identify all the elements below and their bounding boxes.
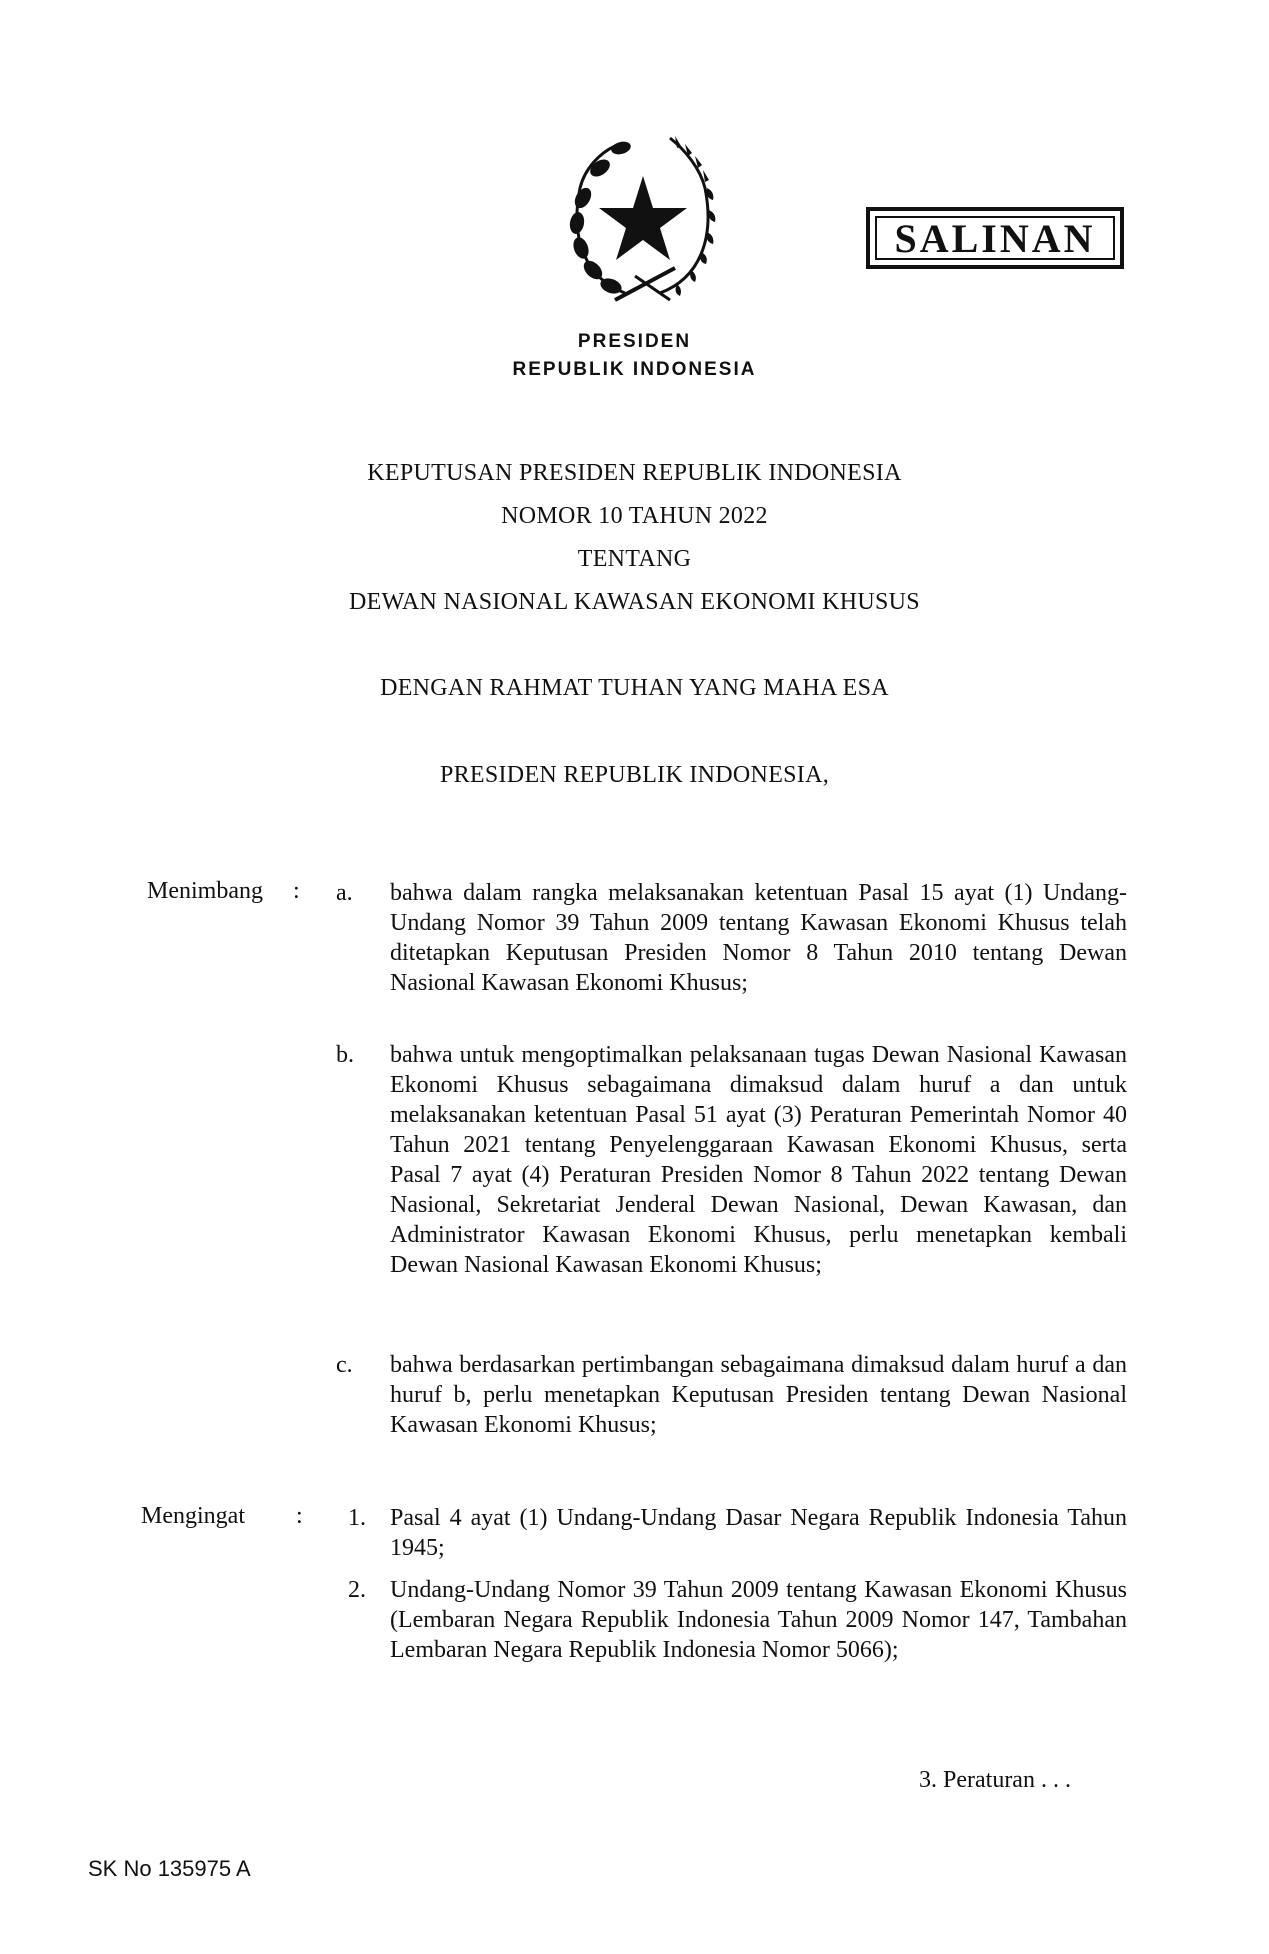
invocation: DENGAN RAHMAT TUHAN YANG MAHA ESA (380, 675, 889, 701)
mengingat-colon: : (296, 1503, 303, 1529)
menimbang-colon: : (293, 878, 300, 904)
mengingat-marker-1: 1. (348, 1505, 366, 1531)
menimbang-item-b: bahwa untuk mengoptimalkan pelaksanaan tugas Dewan Nasional Kawasan Ekonomi Khusus sebagaimana dimaksud dalam huruf a dan untuk melaksanakan ketentuan Pasal 51 ayat (3) Peraturan Pemerintah Nomor 40 Tahun 2021 tentang Penyelenggaraan Kawasan Ekonomi Khusus, serta Pasal 7 ayat (4) Peraturan Presiden Nomor 8 Tahun 2022 tentang Dewan Nasional, Sekretariat Jenderal Dewan Nasional, Dewan Kawasan, dan Administrator Kawasan Ekonomi Khusus, perlu menetapkan kembali Dewan Nasional Kawasan Ekonomi Khusus; (390, 1042, 1127, 1278)
page-continuation: 3. Peraturan . . . (919, 1767, 1071, 1793)
office-line-republik: REPUBLIK INDONESIA (512, 359, 757, 380)
office-line-presiden: PRESIDEN (577, 331, 692, 352)
decree-title: KEPUTUSAN PRESIDEN REPUBLIK INDONESIA (367, 460, 902, 486)
issuer: PRESIDEN REPUBLIK INDONESIA, (439, 762, 830, 788)
document-code: SK No 135975 A (88, 1856, 251, 1881)
decree-subject: DEWAN NASIONAL KAWASAN EKONOMI KHUSUS (349, 589, 920, 615)
mengingat-label: Mengingat (141, 1503, 245, 1529)
mengingat-marker-2: 2. (348, 1577, 366, 1603)
menimbang-label: Menimbang (147, 878, 263, 904)
salinan-stamp (866, 207, 1124, 269)
mengingat-item-2: Undang-Undang Nomor 39 Tahun 2009 tentang Kawasan Ekonomi Khusus (Lembaran Negara Republik Indonesia Tahun 2009 Nomor 147, Tambahan Lembaran Negara Republik Indonesia Nomor 5066); (390, 1577, 1127, 1663)
decree-about: TENTANG (577, 546, 692, 572)
menimbang-item-c: bahwa berdasarkan pertimbangan sebagaimana dimaksud dalam huruf a dan huruf b, perlu menetapkan Keputusan Presiden tentang Dewan Nasional Kawasan Ekonomi Khusus; (390, 1352, 1127, 1438)
menimbang-marker-a: a. (336, 880, 353, 906)
menimbang-marker-c: c. (336, 1352, 353, 1378)
decree-number: NOMOR 10 TAHUN 2022 (501, 503, 768, 529)
stamp-text: SALINAN (894, 215, 1096, 261)
garuda-star-emblem-icon (555, 128, 730, 313)
menimbang-marker-b: b. (336, 1042, 354, 1068)
menimbang-item-a: bahwa dalam rangka melaksanakan ketentuan Pasal 15 ayat (1) Undang-Undang Nomor 39 Tahun 2009 tentang Kawasan Ekonomi Khusus telah ditetapkan Keputusan Presiden Nomor 8 Tahun 2010 tentang Dewan Nasional Kawasan Ekonomi Khusus; (390, 880, 1127, 996)
mengingat-item-1: Pasal 4 ayat (1) Undang-Undang Dasar Negara Republik Indonesia Tahun 1945; (390, 1505, 1127, 1561)
